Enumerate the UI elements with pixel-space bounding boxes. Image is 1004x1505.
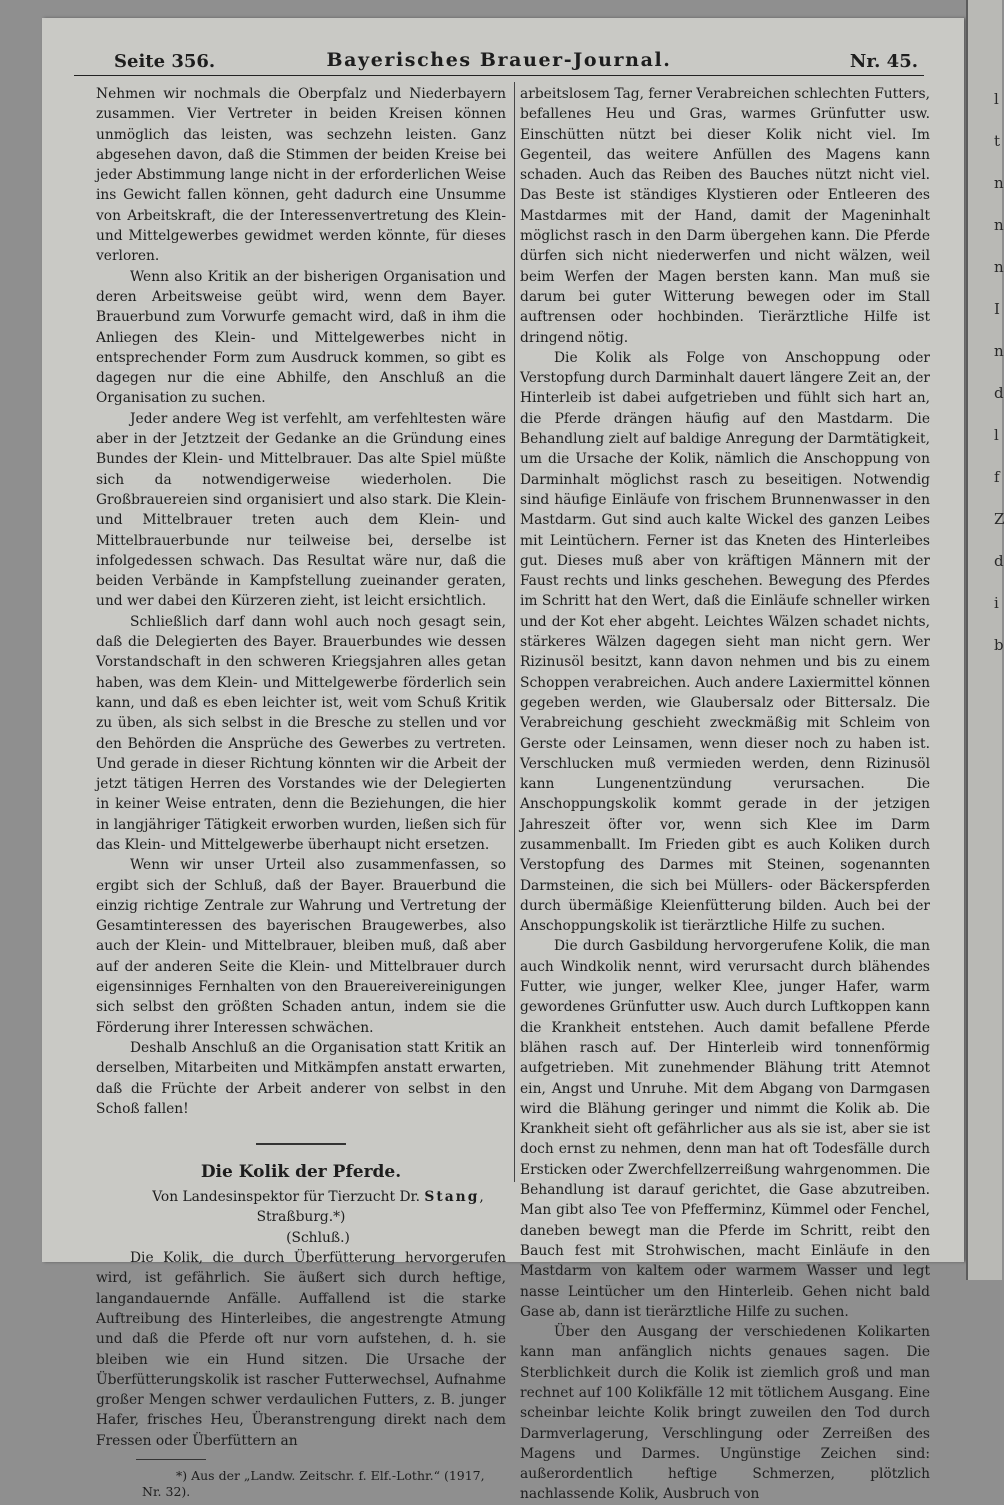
article-part-label: (Schluß.) xyxy=(286,1229,350,1246)
paragraph: Wenn wir unser Urteil also zusammenfassen, so ergibt sich der Schluß, daß der Bayer. Brauerbund die einzig richtige Zentrale zur Wahrung und Vertretung der Gesamtinteressen des bayerischen Braugewerbes, also auch der Klein- und Mittelbrauer, bleiben muß, daß aber auf der anderen Seite die Klein- und Mittelbrauer durch eigensinniges Fernhalten von den Brauereivereinigungen sich selbst den größten Schaden antun, indem sie die Förderung ihrer Interessen schwächen. xyxy=(96,857,506,1036)
byline-suffix: , Straßburg.*) xyxy=(256,1189,484,1226)
author-name: Stang xyxy=(424,1189,480,1206)
next-page-fragment: n xyxy=(994,258,1004,276)
right-column xyxy=(520,84,930,1505)
next-page-fragment: d xyxy=(994,552,1004,570)
article-title: Die Kolik der Pferde. xyxy=(200,1162,402,1183)
left-column xyxy=(96,84,506,1500)
next-page-fragment: l xyxy=(994,426,999,444)
next-page-fragment: n xyxy=(994,342,1004,360)
paragraph: Jeder andere Weg ist verfehlt, am verfehltesten wäre aber in der Jetztzeit der Gedanke an die Gründung eines Bundes der Klein- und Mittelbrauer. Das alte Spiel müßte sich da notwendigerweise wiederholen. Die Großbrauereien sind organisiert und also stark. Die Klein- und Mittelbrauer treten auch dem Klein- und Mittelbrauerbunde nur teilweise bei, derselbe ist infolgedessen schwach. Das Resultat wäre nur, daß die beiden Verbände in Kampfstellung zueinander geraten, und wer dabei den Kürzeren zieht, ist leicht ersichtlich. xyxy=(96,410,506,610)
section-separator xyxy=(256,1143,346,1145)
next-page-fragment: i xyxy=(994,594,999,612)
footnote-separator xyxy=(136,1459,206,1460)
paragraph: Die durch Gasbildung hervorgerufene Kolik, die man auch Windkolik nennt, wird verursacht durch blähendes Futter, wie junger, welker Klee, junger Hafer, warm gewordenes Grünfutter usw. Auch durch Luftkoppen kann die Krankheit entstehen. Auch damit befallene Pferde blähen rasch auf. Der Hinterleib wird tonnenförmig aufgetrieben. Mit zunehmender Blähung tritt Atemnot ein, Angst und Unruhe. Mit dem Abgang von Darmgasen wird die Blähung geringer und nimmt die Kolik ab. Die Krankheit sieht oft gefährlicher aus als sie ist, aber sie ist doch ernst zu nehmen, denn man hat oft Todesfälle durch Ersticken oder Zwerchfellzerreißung wahrgenommen. Die Behandlung ist darauf gerichtet, die Gase abzutreiben. Man gibt also Tee von Pfefferminz, Kümmel oder Fenchel, daneben bewegt man die Pferde im Schritt, reibt den Bauch fest mit Strohwischen, macht Einläufe in den Mastdarm von kaltem oder warmem Wasser und legt nasse Leintücher um den Hinterleib. Gehen nicht bald Gase ab, dann ist tierärztliche Hilfe zu suchen. xyxy=(520,938,930,1320)
next-page-fragment: Z xyxy=(994,510,1004,528)
next-page-fragment: l xyxy=(994,90,999,108)
next-page-fragment: t xyxy=(994,132,1001,150)
next-page-fragment: n xyxy=(994,174,1004,192)
paragraph: Nehmen wir nochmals die Oberpfalz und Niederbayern zusammen. Vier Vertreter in beiden Kreisen können unmöglich das leisten, was sechzehn leisten. Ganz abgesehen davon, daß die Stimmen der beiden Kreise bei jeder Abstimmung lange nicht in der erforderlichen Weise ins Gewicht fallen können, geht dadurch eine Unsumme von Arbeitskraft, die der Interessenvertretung des Klein- und Mittelgewerbes gewidmet werden könnte, für dieses verloren. xyxy=(96,86,506,265)
journal-title: Bayerisches Brauer-Journal. xyxy=(326,49,672,71)
paragraph: Die Kolik als Folge von Anschoppung oder Verstopfung durch Darminhalt dauert längere Zeit an, der Hinterleib ist dabei aufgetrieben und fühlt sich hart an, die Pferde drängen häufig auf den Mastdarm. Die Behandlung zielt auf baldige Anregung der Darmtätigkeit, um die Ursache der Kolik, nämlich die Anschoppung von Darminhalt möglichst rasch zu beseitigen. Notwendig sind häufige Einläufe von frischem Brunnenwasser in den Mastdarm. Gut sind auch kalte Wickel des ganzen Leibes mit Leintüchern. Ferner ist das Kneten des Hinterleibes gut. Dieses muß aber von kräftigen Männern mit der Faust rechts und links geschehen. Bewegung des Pferdes im Schritt hat den Wert, daß die Einläufe schneller wirken und der Kot eher abgeht. Leichtes Wälzen schadet nichts, stärkeres Wälzen dagegen sieht man nicht gern. Wer Rizinusöl besitzt, kann davon nehmen und bis zu einem Schoppen verabreichen. Auch andere Laxiermittel können gegeben werden, wie Glaubersalz oder Bittersalz. Die Verabreichung geschieht zweckmäßig mit Schleim von Gerste oder Leinsamen, wenn dieser noch zu haben ist. Verschlucken muß vermieden werden, denn Rizinusöl kann Lungenentzündung verursachen. Die Anschoppungskolik kommt gerade in der jetzigen Jahreszeit öfter vor, wenn sich Klee im Darm zusammenballt. Im Frieden gibt es auch Koliken durch Verstopfung des Darmes mit Steinen, sogenannten Darmsteinen, die sich bei Müllers- oder Bäckerspferden durch übermäßige Kleienfütterung bilden. Auch bei der Anschoppungskolik ist tierärztliche Hilfe zu suchen. xyxy=(520,349,930,935)
next-page-fragment: I xyxy=(994,300,1000,318)
byline-prefix: Von Landesinspektor für Tierzucht Dr. xyxy=(152,1189,420,1206)
paragraph: Über den Ausgang der verschiedenen Kolikarten kann man anfänglich nichts genaues sagen. Die Sterblichkeit durch die Kolik ist ziemlich groß und man rechnet auf 100 Kolikfälle 12 mit tötlichem Ausgang. Eine scheinbar leichte Kolik bringt zuweilen den Tod durch Darmverlagerung, Verschlingung oder Zerreißen des Magens und Darmes. Ungünstige Zeichen sind: außerordentlich heftige Schmerzen, plötzlich nachlassende Kolik, Ausbruch von xyxy=(520,1324,930,1503)
paragraph: arbeitslosem Tag, ferner Verabreichen schlechten Futters, befallenes Heu und Gras, warmes Grünfutter usw. Einschütten nützt bei dieser Kolik nicht viel. Im Gegenteil, das weitere Anfüllen des Magens kann schaden. Auch das Reiben des Bauches nützt nicht viel. Das Beste ist ständiges Klystieren oder Entleeren des Mastdarmes mit der Hand, damit der Mageninhalt möglichst rasch in den Darm übergehen kann. Die Pferde dürfen sich nicht niederwerfen und nicht wälzen, weil beim Werfen der Magen bersten kann. Man muß sie darum bei guter Witterung bewegen oder im Stall auftrensen oder hochbinden. Tierärztliche Hilfe ist dringend nötig. xyxy=(520,86,930,346)
page-number: Seite 356. xyxy=(114,51,216,72)
footnote: *) Aus der „Landw. Zeitschr. f. Elf.-Lothr.“ (1917, Nr. 32). xyxy=(142,1468,485,1499)
paragraph: Deshalb Anschluß an die Organisation statt Kritik an derselben, Mitarbeiten und Mitkämpfen anstatt erwarten, daß die Früchte der Arbeit anderer von selbst in den Schoß fallen! xyxy=(96,1039,506,1117)
paragraph: Schließlich darf dann wohl auch noch gesagt sein, daß die Delegierten des Bayer. Brauerbundes wie dessen Vorstandschaft in den schweren Kriegsjahren alles getan haben, was dem Klein- und Mittelgewerbe förderlich sein kann, und daß es eben leichter ist, weit vom Schuß Kritik zu üben, als sich selbst in die Bresche zu stellen und vor den Behörden die Ansprüche des Gewerbes zu vertreten. Und gerade in dieser Richtung könnten wir die Arbeit der jetzt tätigen Herren des Vorstandes wie der Delegierten in keiner Weise entraten, denn die Beziehungen, die hier in langjähriger Tätigkeit erworben wurden, ließen sich für das Klein- und Mittelgewerbe überhaupt nicht ersetzen. xyxy=(96,613,506,853)
next-page-fragment: n xyxy=(994,216,1004,234)
adjacent-page-edge xyxy=(966,0,1002,1280)
article-byline xyxy=(96,1187,506,1228)
paragraph: Wenn also Kritik an der bisherigen Organisation und deren Arbeitsweise geübt wird, wenn dem Bayer. Brauerbund zum Vorwurfe gemacht wird, daß in ihm die Anliegen des Klein- und Mittelgewerbes nicht in entsprechender Form zum Ausdruck kommen, so gibt es dagegen nur die eine Abhilfe, den Anschluß an die Organisation zu suchen. xyxy=(96,268,506,407)
next-page-fragment: d xyxy=(994,384,1004,402)
page-header xyxy=(74,45,924,76)
issue-number: Nr. 45. xyxy=(849,51,918,72)
next-page-fragment: b xyxy=(994,636,1004,654)
paragraph: Die Kolik, die durch Überfütterung hervorgerufen wird, ist gefährlich. Sie äußert sich durch heftige, langandauernde Anfälle. Auffallend ist die starke Auftreibung des Hinterleibes, die angestrengte Atmung und daß die Pferde oft nur vorn aufstehen, d. h. sie bleiben wie ein Hund sitzen. Die Ursache der Überfütterungskolik ist rascher Futterwechsel, Aufnahme großer Mengen schwer verdaulichen Futters, z. B. junger Hafer, frisches Heu, Überanstrengung direkt nach dem Fressen oder Überfüttern an xyxy=(96,1250,506,1449)
next-page-fragment: f xyxy=(994,468,1000,486)
column-divider xyxy=(514,82,515,1182)
